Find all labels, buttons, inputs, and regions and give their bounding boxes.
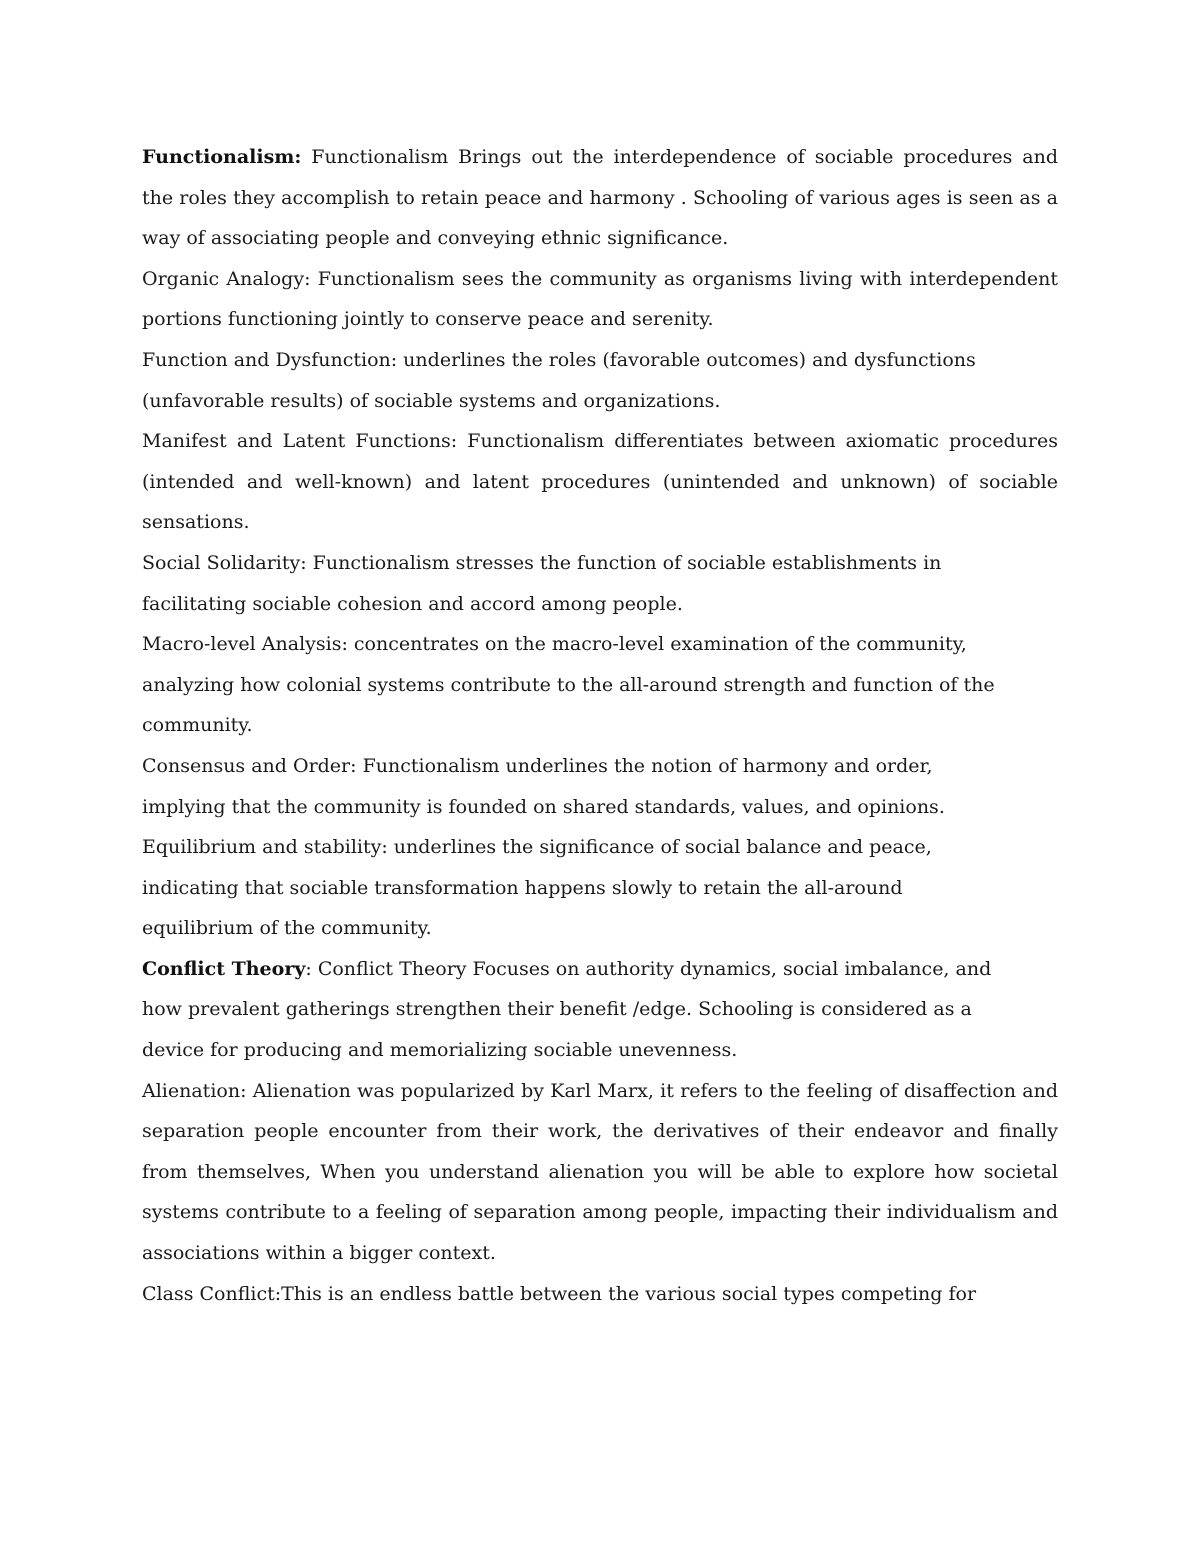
paragraph-text: : Conflict Theory Focuses on authority dynamics, social imbalance, and [305, 957, 992, 980]
paragraph-line: facilitating sociable cohesion and accord among people. [142, 592, 683, 615]
paragraph-line: Equilibrium and stability: underlines the significance of social balance and peace, [142, 836, 932, 859]
paragraph-line: analyzing how colonial systems contribute to the all-around strength and function of the [142, 673, 995, 696]
paragraph-line: Macro-level Analysis: concentrates on the macro-level examination of the community, [142, 633, 967, 656]
heading-conflict-theory: Conflict Theory [142, 957, 306, 980]
paragraph-line: indicating that sociable transformation happens slowly to retain the all-around [142, 876, 903, 899]
paragraph-conflict-theory [142, 949, 1058, 1071]
paragraph-line: community. [142, 714, 253, 737]
paragraph-line: Consensus and Order: Functionalism underlines the notion of harmony and order, [142, 754, 933, 777]
paragraph-function-dysfunction [142, 340, 1058, 421]
paragraph-alienation [142, 1071, 1058, 1274]
paragraph-line: implying that the community is founded on shared standards, values, and opinions. [142, 795, 945, 818]
paragraph-line: Social Solidarity: Functionalism stresses the function of sociable establishments in [142, 551, 942, 574]
paragraph-line: device for producing and memorializing sociable unevenness. [142, 1039, 738, 1062]
paragraph-consensus-order [142, 746, 1058, 827]
paragraph-class-conflict [142, 1274, 1058, 1315]
paragraph-line: how prevalent gatherings strengthen their benefit /edge. Schooling is considered as a [142, 998, 972, 1021]
paragraph-social-solidarity [142, 543, 1058, 624]
paragraph-equilibrium [142, 827, 1058, 949]
paragraph-line: (unfavorable results) of sociable systems and organizations. [142, 389, 721, 412]
paragraph-text: Functionalism Brings out the interdependence of sociable procedures and the roles they accomplish to retain peace and harmony . Schooling of various ages is seen as a way of associating people and conveying ethnic significance. [142, 146, 1058, 250]
paragraph-organic-analogy [142, 259, 1058, 340]
paragraph-line: equilibrium of the community. [142, 917, 432, 940]
paragraph-line [142, 949, 1058, 990]
heading-functionalism: Functionalism: [142, 146, 302, 168]
paragraph-macro-level [142, 624, 1058, 746]
paragraph-text: Manifest and Latent Functions: Functionalism differentiates between axiomatic procedures (intended and well-known) and latent procedures (unintended and unknown) of sociable sensations. [142, 430, 1058, 534]
paragraph-line: Function and Dysfunction: underlines the roles (favorable outcomes) and dysfunctions [142, 348, 976, 371]
paragraph-text: Organic Analogy: Functionalism sees the community as organisms living with interdependent portions functioning jointly to conserve peace and serenity. [142, 267, 1058, 331]
paragraph-text: Class Conflict:This is an endless battle between the various social types competing for [142, 1282, 977, 1305]
document-body [142, 137, 1058, 1314]
paragraph-manifest-latent [142, 421, 1058, 543]
paragraph-functionalism [142, 137, 1058, 259]
paragraph-text: Alienation: Alienation was popularized by Karl Marx, it refers to the feeling of disaffection and separation people encounter from their work, the derivatives of their endeavor and finally from themselves, When you understand alienation you will be able to explore how societal systems contribute to a feeling of separation among people, impacting their individualism and associations within a bigger context. [142, 1079, 1058, 1265]
